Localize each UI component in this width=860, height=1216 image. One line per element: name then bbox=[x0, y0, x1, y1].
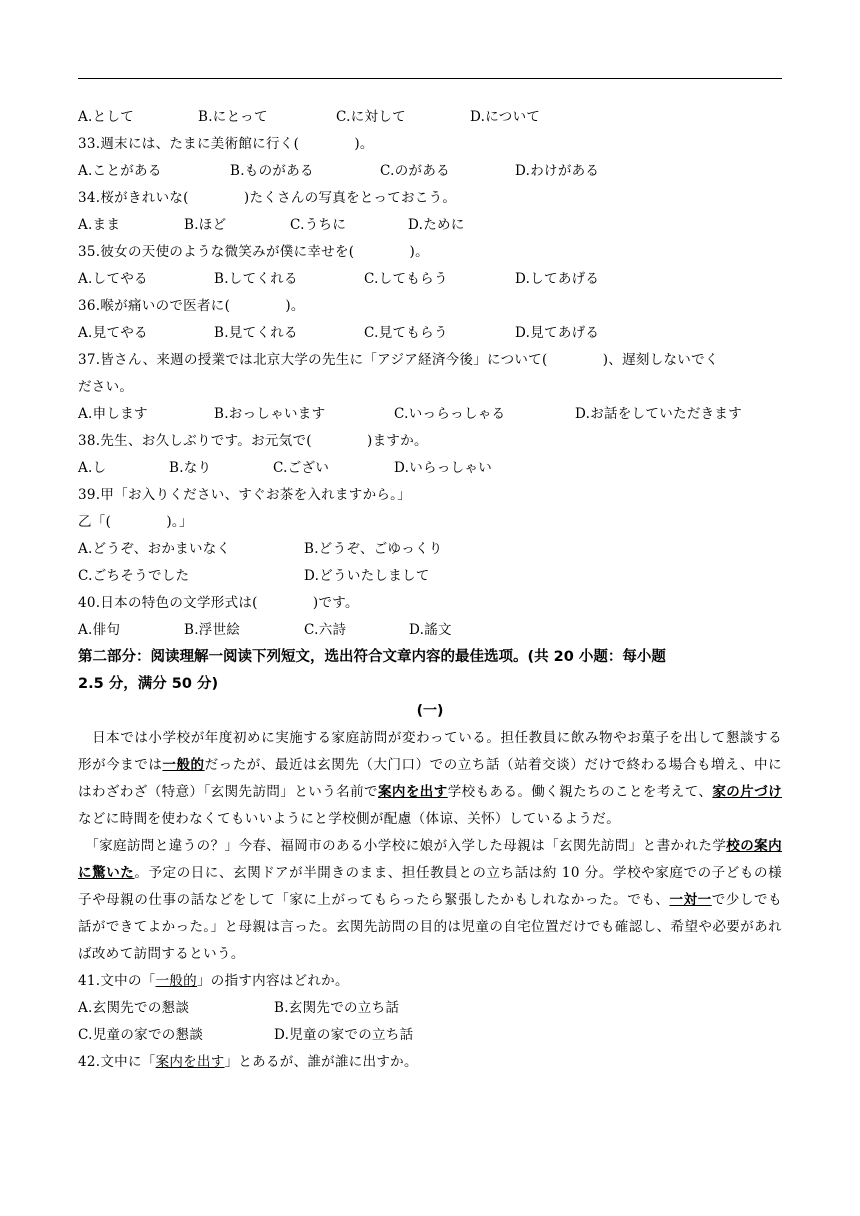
q33-options bbox=[78, 158, 782, 185]
option-a[interactable]: A.見てやる bbox=[78, 325, 148, 341]
option-c[interactable]: C.児童の家での懇談 bbox=[78, 1027, 204, 1043]
header-rule bbox=[78, 78, 782, 79]
q38-stem: 38.先生、お久しぶりです。お元気で( )ますか。 bbox=[78, 433, 428, 449]
option-a[interactable]: A.申します bbox=[78, 406, 148, 422]
p1-text-e: 学校もある。働く親たちのことを考えて、 bbox=[447, 784, 713, 800]
option-d[interactable]: D.謠文 bbox=[409, 622, 452, 638]
q32-options bbox=[78, 104, 782, 131]
q34-options bbox=[78, 212, 782, 239]
option-c[interactable]: C.うちに bbox=[290, 217, 347, 233]
option-a[interactable]: A.まま bbox=[78, 217, 121, 233]
option-c[interactable]: C.ごちそうでした bbox=[78, 568, 190, 584]
option-a[interactable]: A.し bbox=[78, 460, 107, 476]
q36-stem: 36.喉が痛いので医者に( )。 bbox=[78, 298, 305, 314]
option-b[interactable]: B.してくれる bbox=[214, 271, 298, 287]
option-d[interactable]: D.お話をしていただきます bbox=[575, 406, 743, 422]
q33-stem: 33.週末には、たまに美術館に行く( )。 bbox=[78, 136, 374, 152]
q41-post: 」の指す内容はどれか。 bbox=[196, 973, 349, 989]
option-c[interactable]: C.いっらっしゃる bbox=[394, 406, 506, 422]
option-c[interactable]: C.に対して bbox=[336, 109, 406, 125]
option-d[interactable]: D.してあげる bbox=[515, 271, 600, 287]
option-c[interactable]: C.六詩 bbox=[304, 622, 347, 638]
option-a[interactable]: A.ことがある bbox=[78, 163, 162, 179]
option-d[interactable]: D.いらっしゃい bbox=[394, 460, 493, 476]
q35-options bbox=[78, 266, 782, 293]
option-b[interactable]: B.なり bbox=[169, 460, 212, 476]
option-b[interactable]: B.おっしゃいます bbox=[214, 406, 326, 422]
option-a[interactable]: A.として bbox=[78, 109, 135, 125]
option-a[interactable]: A.してやる bbox=[78, 271, 148, 287]
q39-options-row1 bbox=[78, 536, 782, 563]
option-b[interactable]: B.ほど bbox=[184, 217, 227, 233]
q40-stem: 40.日本の特色の文学形式は( )です。 bbox=[78, 595, 359, 611]
p2-text-e: で少しでも話ができてよかった。」と母親は言った。玄関先訪問の目的は児童の自宅位置だけでも確認し、希望や必要があれば改めて訪問するという。 bbox=[78, 892, 782, 962]
option-c[interactable]: C.ござい bbox=[273, 460, 330, 476]
q41-stem bbox=[78, 968, 782, 995]
option-b[interactable]: B.どうぞ、ごゆっくり bbox=[304, 541, 443, 557]
passage-paragraph-1 bbox=[78, 725, 782, 833]
p1-underline-annai: 案内を出す bbox=[377, 784, 448, 800]
option-b[interactable]: B.見てくれる bbox=[214, 325, 298, 341]
section2-heading-line2: 2.5 分，满分 50 分) bbox=[78, 676, 219, 692]
option-b[interactable]: B.ものがある bbox=[230, 163, 314, 179]
p2-text-c: 。予定の日に、玄関ドアが半開きのまま、担任教員との立ち話は約 10 分。学校や家庭での子どもの様子や母親の仕事の話などをして「家に上がってもらったら緊張したかもしれなかった。でも、 bbox=[78, 865, 782, 908]
p1-text-c: だったが、最近は玄関先（大门口）での立ち話（站着交谈）だけで終わる場合も増え、中にはわざわざ（特意）「玄関先訪問」という名前で bbox=[78, 757, 782, 800]
q42-post: 」とあるが、誰が誰に出すか。 bbox=[224, 1054, 418, 1070]
exam-page bbox=[78, 104, 782, 1076]
section2-heading-line1: 第二部分：阅读理解一阅读下列短文，选出符合文章内容的最佳选项。(共 20 小题：每小题 bbox=[78, 649, 666, 665]
q41-options-row1 bbox=[78, 995, 782, 1022]
option-d[interactable]: D.児童の家での立ち話 bbox=[274, 1027, 414, 1043]
q34-stem: 34.桜がきれいな( )たくさんの写真をとっておこう。 bbox=[78, 190, 457, 206]
option-d[interactable]: D.見てあげる bbox=[515, 325, 600, 341]
passage-paragraph-2 bbox=[78, 833, 782, 968]
q41-options-row2 bbox=[78, 1022, 782, 1049]
p1-text-g: などに時間を使わなくてもいいようにと学校側が配慮（体谅、关怀）しているようだ。 bbox=[78, 811, 621, 827]
q41-underline: 一般的 bbox=[155, 973, 197, 989]
q42-underline: 案内を出す bbox=[155, 1054, 225, 1070]
option-c[interactable]: C.見てもらう bbox=[364, 325, 448, 341]
q41-pre: 41.文中の「 bbox=[78, 973, 156, 989]
p1-text-a: 日本では小学校が年度初めに実施する家庭訪問が変わっている。担任教員に飲み物やお菓子を出して懇談する形が今までは bbox=[78, 730, 782, 773]
p1-underline-ippanteki: 一般的 bbox=[162, 757, 205, 773]
option-b[interactable]: B.浮世絵 bbox=[184, 622, 241, 638]
option-c[interactable]: C.のがある bbox=[380, 163, 450, 179]
q35-stem: 35.彼女の天使のような微笑みが僕に幸せを( )。 bbox=[78, 244, 429, 260]
q36-options bbox=[78, 320, 782, 347]
option-d[interactable]: D.について bbox=[470, 109, 541, 125]
p2-underline-annai: 校の案内に驚いた bbox=[78, 838, 782, 881]
q37-options bbox=[78, 401, 782, 428]
q38-options bbox=[78, 455, 782, 482]
option-b[interactable]: B.にとって bbox=[198, 109, 268, 125]
q40-options bbox=[78, 617, 782, 644]
q39-options-row2 bbox=[78, 563, 782, 590]
p1-underline-katazuke: 家の片づけ bbox=[712, 784, 782, 800]
option-b[interactable]: B.玄関先での立ち話 bbox=[274, 1000, 400, 1016]
q39-stem-line2: 乙「( )。」 bbox=[78, 514, 193, 530]
q42-pre: 42.文中に「 bbox=[78, 1054, 156, 1070]
p2-underline-ittaiichi: 一対一 bbox=[669, 892, 712, 908]
option-a[interactable]: A.俳句 bbox=[78, 622, 121, 638]
option-d[interactable]: D.ために bbox=[408, 217, 465, 233]
p2-text-a: 「家庭訪問と違うの？」今春、福岡市のある小学校に娘が入学した母親は「玄関先訪問」と書かれた学 bbox=[78, 838, 727, 854]
option-a[interactable]: A.玄関先での懇談 bbox=[78, 1000, 190, 1016]
option-a[interactable]: A.どうぞ、おかまいなく bbox=[78, 541, 231, 557]
q42-stem bbox=[78, 1049, 782, 1076]
option-d[interactable]: D.わけがある bbox=[515, 163, 600, 179]
q37-stem-line1: 37.皆さん、来週の授業では北京大学の先生に「アジア経済今後」について( )、遅刻しないでく bbox=[78, 352, 719, 368]
q39-stem-line1: 39.甲「お入りください、すぐお茶を入れますから。」 bbox=[78, 487, 412, 503]
q37-stem-line2: ださい。 bbox=[78, 379, 134, 395]
option-c[interactable]: C.してもらう bbox=[364, 271, 448, 287]
passage-title: (一) bbox=[416, 703, 444, 719]
option-d[interactable]: D.どういたしまして bbox=[304, 568, 430, 584]
